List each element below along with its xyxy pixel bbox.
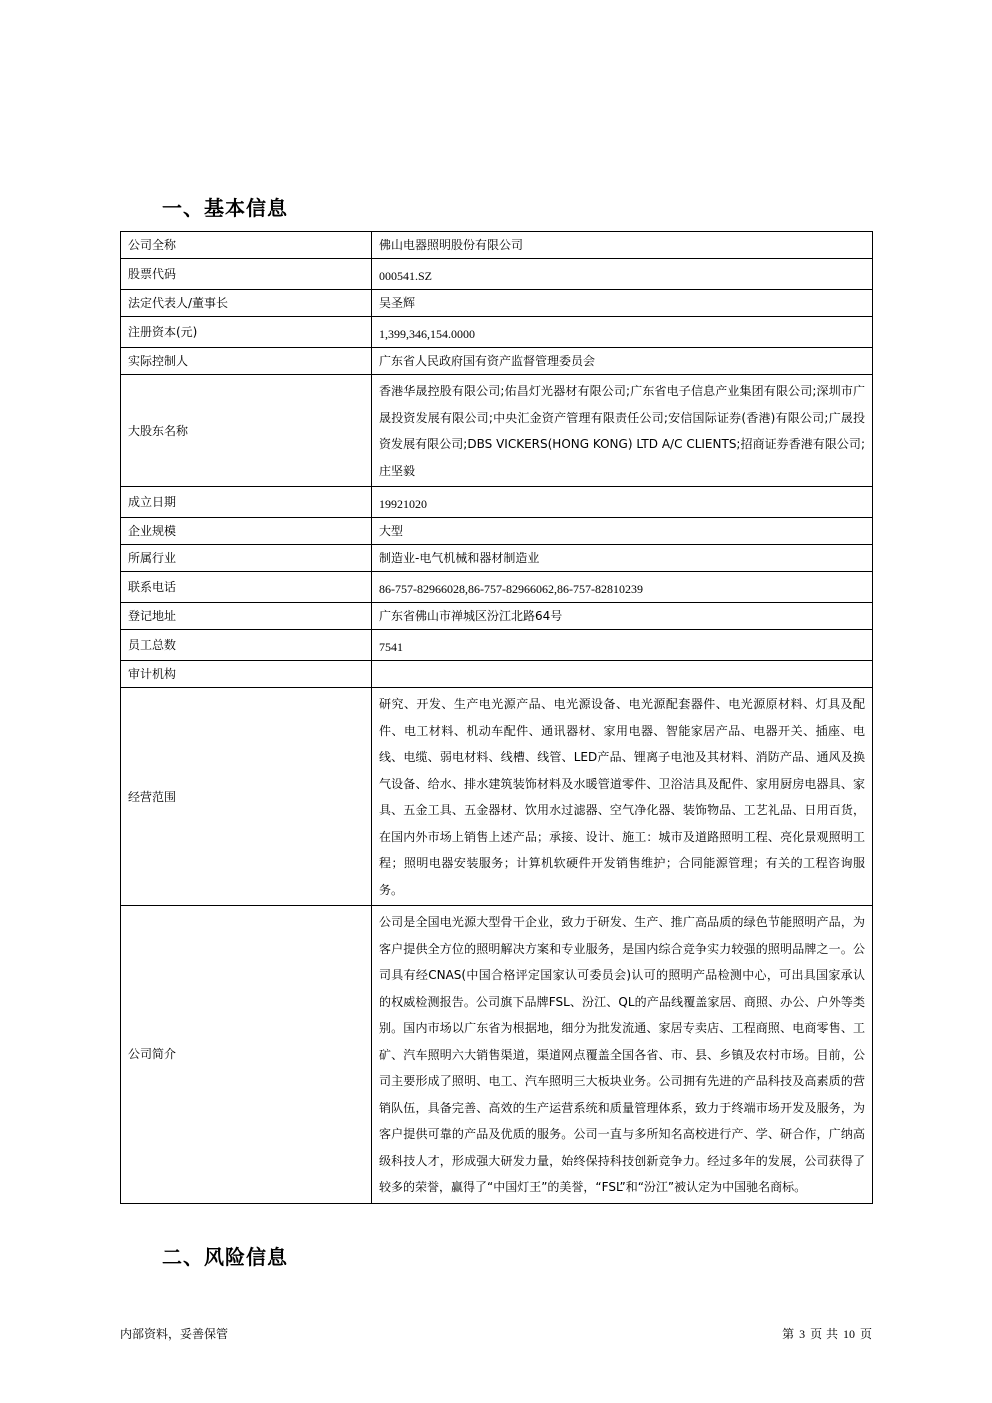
row-label: 所属行业 — [121, 545, 372, 572]
page-mid: 页 共 — [810, 1327, 838, 1341]
row-value: 公司是全国电光源大型骨干企业，致力于研发、生产、推广高品质的绿色节能照明产品，为客户提供全方位的照明解决方案和专业服务，是国内综合竞争实力较强的照明品牌之一。公司具有经CNAS(中国合格评定国家认可委员会)认可的照明产品检测中心，可出具国家承认的权威检测报告。公司旗下品牌FSL、汾江、QL的产品线覆盖家居、商照、办公、户外等类别。国内市场以广东省为根据地，细分为批发流通、家居专卖店、工程商照、电商零售、工矿、汽车照明六大销售渠道，渠道网点覆盖全国各省、市、县、乡镇及农村市场。目前，公司主要形成了照明、电工、汽车照明三大板块业务。公司拥有先进的产品科技及高素质的营销队伍，具备完善、高效的生产运营系统和质量管理体系，致力于终端市场开发及服务，为客户提供可靠的产品及优质的服务。公司一直与多所知名高校进行产、学、研合作，广纳高级科技人才，形成强大研发力量，始终保持科技创新竞争力。经过多年的发展，公司获得了较多的荣誉，赢得了“中国灯王”的美誉，“FSL”和“汾江”被认定为中国驰名商标。 — [372, 906, 873, 1204]
table-row — [121, 572, 873, 603]
row-value: 研究、开发、生产电光源产品、电光源设备、电光源配套器件、电光源原材料、灯具及配件、电工材料、机动车配件、通讯器材、家用电器、智能家居产品、电器开关、插座、电线、电缆、弱电材料、线槽、线管、LED产品、锂离子电池及其材料、消防产品、通风及换气设备、给水、排水建筑装饰材料及水暖管道零件、卫浴洁具及配件、家用厨房电器具、家具、五金工具、五金器材、饮用水过滤器、空气净化器、装饰物品、工艺礼品、日用百货，在国内外市场上销售上述产品；承接、设计、施工：城市及道路照明工程、亮化景观照明工程；照明电器安装服务；计算机软硬件开发销售维护；合同能源管理；有关的工程咨询服务。 — [372, 688, 873, 906]
row-value: 7541 — [372, 630, 873, 661]
table-row — [121, 688, 873, 906]
row-value: 1,399,346,154.0000 — [372, 317, 873, 348]
page-suffix: 页 — [859, 1327, 872, 1341]
table-row — [121, 545, 873, 572]
row-label: 登记地址 — [121, 603, 372, 630]
row-value: 000541.SZ — [372, 259, 873, 290]
page-prefix: 第 — [782, 1327, 795, 1341]
table-row — [121, 661, 873, 688]
basic-info-table — [120, 231, 873, 1204]
section-title-basic-info: 一、基本信息 — [162, 196, 288, 220]
row-value: 吴圣辉 — [372, 290, 873, 317]
section-title-risk-info: 二、风险信息 — [162, 1245, 288, 1269]
row-label: 经营范围 — [121, 688, 372, 906]
table-row — [121, 630, 873, 661]
row-label: 成立日期 — [121, 487, 372, 518]
row-label: 员工总数 — [121, 630, 372, 661]
table-row — [121, 487, 873, 518]
row-value — [372, 661, 873, 688]
table-row — [121, 518, 873, 545]
row-label: 企业规模 — [121, 518, 372, 545]
table-row — [121, 290, 873, 317]
row-label: 联系电话 — [121, 572, 372, 603]
table-row — [121, 906, 873, 1204]
row-value: 香港华晟控股有限公司;佑昌灯光器材有限公司;广东省电子信息产业集团有限公司;深圳市广晟投资发展有限公司;中央汇金资产管理有限责任公司;安信国际证券(香港)有限公司;广晟投资发展有限公司;DBS VICKERS(HONG KONG) LTD A/C CLIENTS;招商证券香港有限公司;庄坚毅 — [372, 375, 873, 487]
row-value: 佛山电器照明股份有限公司 — [372, 232, 873, 259]
row-label: 大股东名称 — [121, 375, 372, 487]
footer-page-number — [782, 1325, 872, 1342]
page-current: 3 — [799, 1327, 806, 1341]
row-label: 公司简介 — [121, 906, 372, 1204]
row-label: 法定代表人/董事长 — [121, 290, 372, 317]
row-value: 86-757-82966028,86-757-82966062,86-757-82810239 — [372, 572, 873, 603]
row-label: 公司全称 — [121, 232, 372, 259]
row-value: 19921020 — [372, 487, 873, 518]
row-value: 大型 — [372, 518, 873, 545]
footer-confidential-note: 内部资料，妥善保管 — [120, 1327, 229, 1341]
table-row — [121, 232, 873, 259]
row-value: 广东省佛山市禅城区汾江北路64号 — [372, 603, 873, 630]
table-row — [121, 348, 873, 375]
row-label: 注册资本(元) — [121, 317, 372, 348]
table-row — [121, 375, 873, 487]
page-total: 10 — [842, 1327, 855, 1341]
row-label: 股票代码 — [121, 259, 372, 290]
table-row — [121, 603, 873, 630]
row-label: 实际控制人 — [121, 348, 372, 375]
row-value: 制造业-电气机械和器材制造业 — [372, 545, 873, 572]
table-row — [121, 259, 873, 290]
row-label: 审计机构 — [121, 661, 372, 688]
row-value: 广东省人民政府国有资产监督管理委员会 — [372, 348, 873, 375]
table-row — [121, 317, 873, 348]
